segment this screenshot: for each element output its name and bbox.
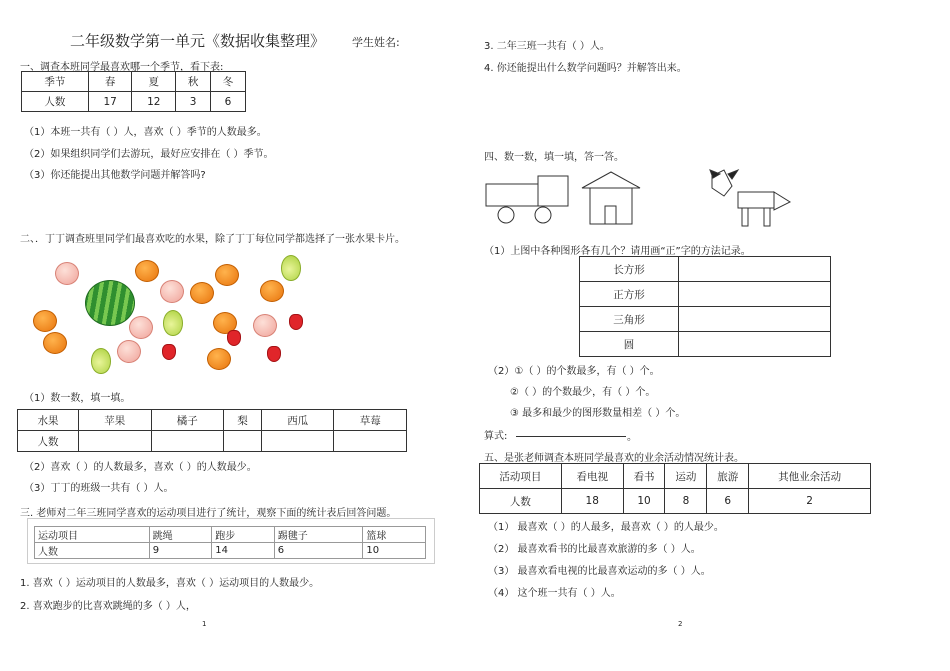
season-value-cell: 人数 xyxy=(22,92,89,112)
q4-item-2-2: ②（ ）的个数最少，有（ ）个。 xyxy=(510,387,656,398)
sports-table xyxy=(34,526,426,559)
activity-value-cell: 18 xyxy=(561,489,623,514)
q2-heading: 二、．丁丁调查班里同学们最喜欢吃的水果，除了丁丁每位同学都选择了一张水果卡片。 xyxy=(20,234,405,245)
truck-icon xyxy=(486,176,568,223)
orange-icon xyxy=(135,260,159,282)
q4-heading: 四、数一数，填一填，答一答。 xyxy=(484,152,624,163)
apple-icon xyxy=(160,280,184,303)
season-value-cell: 3 xyxy=(176,92,211,112)
activity-value-cell: 2 xyxy=(749,489,871,514)
q3-item-2: 2. 喜欢跑步的比喜欢跳绳的多（ ）人， xyxy=(20,601,196,612)
orange-icon xyxy=(190,282,214,304)
season-header-cell: 春 xyxy=(88,72,132,92)
sports-header-cell: 跑步 xyxy=(212,527,275,543)
sports-header-cell: 跳绳 xyxy=(149,527,212,543)
student-name-label: 学生姓名: xyxy=(352,36,400,49)
pear-icon xyxy=(91,348,111,374)
shape-tally-cell[interactable] xyxy=(679,257,831,282)
strawberry-icon xyxy=(267,346,281,362)
q4-sub1: （1）上图中各种图形各有几个？请用画“正”字的方法记录。 xyxy=(484,246,751,257)
page-number-right: 2 xyxy=(678,620,683,628)
sports-value-cell: 10 xyxy=(363,543,426,559)
q5-heading: 五、是张老师调查本班同学最喜欢的业余活动情况统计表。 xyxy=(484,453,744,464)
activity-table xyxy=(479,463,871,514)
q5-item-2: （2） 最喜欢看书的比最喜欢旅游的多（ ）人。 xyxy=(488,544,701,555)
shape-name-cell: 正方形 xyxy=(580,282,679,307)
page-number-left: 1 xyxy=(202,620,207,628)
orange-icon xyxy=(33,310,57,332)
fruit-header-cell: 苹果 xyxy=(79,410,152,431)
sports-table-image xyxy=(27,518,435,564)
orange-icon xyxy=(207,348,231,370)
shape-name-cell: 圆 xyxy=(580,332,679,357)
orange-icon xyxy=(260,280,284,302)
apple-icon xyxy=(129,316,153,339)
fruit-value-cell: 人数 xyxy=(18,431,79,452)
dog-icon xyxy=(710,170,790,226)
sports-value-cell: 14 xyxy=(212,543,275,559)
shape-count-table xyxy=(579,256,831,357)
season-header-cell: 秋 xyxy=(176,72,211,92)
fruit-picture xyxy=(25,250,315,375)
fruit-header-cell: 梨 xyxy=(224,410,262,431)
activity-header-cell: 看电视 xyxy=(561,464,623,489)
fruit-answer-cell[interactable] xyxy=(334,431,407,452)
q5-item-4: （4） 这个班一共有（ ）人。 xyxy=(488,588,621,599)
q1-item-2: （2）如果组织同学们去游玩，最好应安排在（ ）季节。 xyxy=(24,149,274,160)
season-table xyxy=(21,71,246,112)
q1-item-1: （1）本班一共有（ ）人，喜欢（ ）季节的人数最多。 xyxy=(24,127,267,138)
apple-icon xyxy=(55,262,79,285)
activity-header-cell: 运动 xyxy=(665,464,707,489)
sports-header-cell: 踢毽子 xyxy=(274,527,363,543)
fruit-table xyxy=(17,409,407,452)
season-header-cell: 季节 xyxy=(22,72,89,92)
q3-item-3: 3. 二年三班一共有（ ）人。 xyxy=(484,41,610,52)
activity-value-cell: 人数 xyxy=(480,489,562,514)
q1-heading: 一、调查本班同学最喜欢哪一个季节，看下表: xyxy=(20,62,224,73)
q4-item-2-1: （2）①（ ）的个数最多，有（ ）个。 xyxy=(488,366,660,377)
shapes-figure xyxy=(480,162,800,232)
fruit-answer-cell[interactable] xyxy=(261,431,334,452)
q3-heading: 三. 老师对二年三班同学喜欢的运动项目进行了统计，观察下面的统计表后回答问题。 xyxy=(20,508,397,519)
fruit-answer-cell[interactable] xyxy=(79,431,152,452)
activity-header-cell: 其他业余活动 xyxy=(749,464,871,489)
shape-name-cell: 长方形 xyxy=(580,257,679,282)
season-header-cell: 夏 xyxy=(132,72,176,92)
season-header-cell: 冬 xyxy=(211,72,246,92)
season-value-cell: 6 xyxy=(211,92,246,112)
sports-header-cell: 篮球 xyxy=(363,527,426,543)
fruit-header-cell: 橘子 xyxy=(151,410,224,431)
q2-item-3: （3）丁丁的班级一共有（ ）人。 xyxy=(24,483,174,494)
sports-value-cell: 9 xyxy=(149,543,212,559)
fruit-header-cell: 草莓 xyxy=(334,410,407,431)
house-icon xyxy=(582,172,640,224)
season-value-cell: 17 xyxy=(88,92,132,112)
shape-tally-cell[interactable] xyxy=(679,282,831,307)
shape-tally-cell[interactable] xyxy=(679,332,831,357)
orange-icon xyxy=(43,332,67,354)
worksheet-title: 二年级数学第一单元《数据收集整理》 xyxy=(70,32,326,50)
formula-label: 算式: xyxy=(484,431,508,442)
q2-item-2: （2）喜欢（ ）的人数最多，喜欢（ ）的人数最少。 xyxy=(24,462,257,473)
formula-answer-line[interactable] xyxy=(516,436,626,437)
sports-value-cell: 6 xyxy=(274,543,363,559)
strawberry-icon xyxy=(227,330,241,346)
strawberry-icon xyxy=(289,314,303,330)
apple-icon xyxy=(253,314,277,337)
watermelon-icon xyxy=(85,280,135,326)
q5-item-1: （1） 最喜欢（ ）的人最多，最喜欢（ ）的人最少。 xyxy=(488,522,724,533)
shape-tally-cell[interactable] xyxy=(679,307,831,332)
activity-value-cell: 10 xyxy=(623,489,665,514)
q4-item-2-3: ③ 最多和最少的图形数量相差（ ）个。 xyxy=(510,408,686,419)
q3-item-1: 1. 喜欢（ ）运动项目的人数最多，喜欢（ ）运动项目的人数最少。 xyxy=(20,578,320,589)
fruit-answer-cell[interactable] xyxy=(224,431,262,452)
q3-item-4: 4. 你还能提出什么数学问题吗？并解答出来。 xyxy=(484,63,687,74)
sports-header-cell: 运动项目 xyxy=(35,527,150,543)
pear-icon xyxy=(281,255,301,281)
season-value-cell: 12 xyxy=(132,92,176,112)
shape-name-cell: 三角形 xyxy=(580,307,679,332)
orange-icon xyxy=(215,264,239,286)
q1-item-3: （3）你还能提出其他数学问题并解答吗? xyxy=(24,170,206,181)
activity-value-cell: 6 xyxy=(707,489,749,514)
pear-icon xyxy=(163,310,183,336)
formula-end: 。 xyxy=(627,432,637,443)
sports-value-cell: 人数 xyxy=(35,543,150,559)
q2-sub1: （1）数一数，填一填。 xyxy=(24,393,131,404)
q5-item-3: （3） 最喜欢看电视的比最喜欢运动的多（ ）人。 xyxy=(488,566,711,577)
fruit-header-cell: 水果 xyxy=(18,410,79,431)
fruit-answer-cell[interactable] xyxy=(151,431,224,452)
activity-header-cell: 活动项目 xyxy=(480,464,562,489)
activity-header-cell: 旅游 xyxy=(707,464,749,489)
strawberry-icon xyxy=(162,344,176,360)
apple-icon xyxy=(117,340,141,363)
fruit-header-cell: 西瓜 xyxy=(261,410,334,431)
activity-header-cell: 看书 xyxy=(623,464,665,489)
activity-value-cell: 8 xyxy=(665,489,707,514)
